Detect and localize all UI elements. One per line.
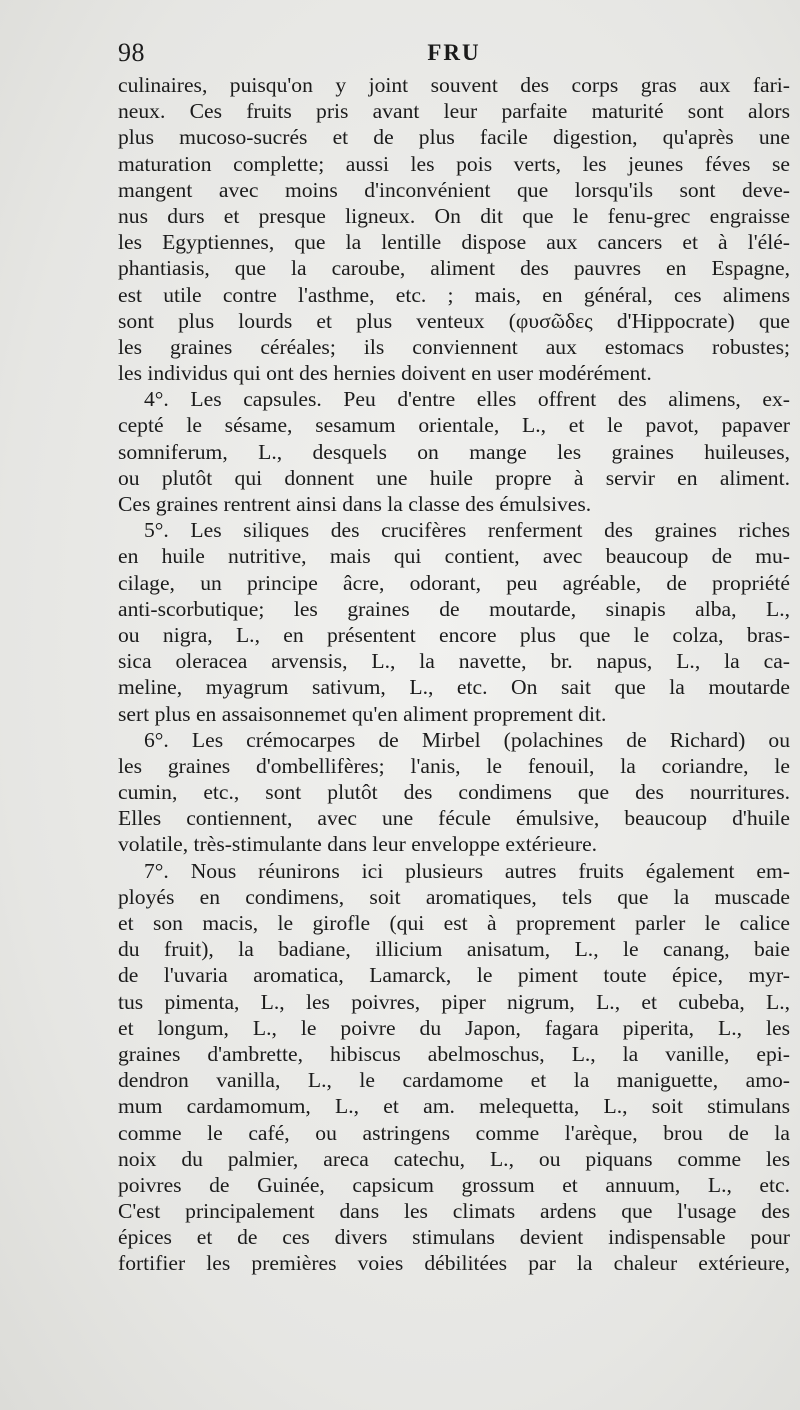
text-line: en huile nutritive, mais qui contient, avec beaucoup de mu- — [118, 544, 790, 569]
text-line: les graines d'ombellifères; l'anis, le fenouil, la coriandre, le — [118, 753, 790, 778]
text-line: comme le café, ou astringens comme l'arèque, brou de la — [118, 1120, 790, 1145]
text-line: les individus qui ont des hernies doivent en user modérément. — [118, 361, 652, 386]
text-line: et son macis, le girofle (qui est à proprement parler le calice — [118, 911, 790, 935]
text-line: anti-scorbutique; les graines de moutarde, sinapis alba, L., — [118, 596, 790, 621]
text-line: meline, myagrum sativum, L., etc. On sait que la moutarde — [118, 675, 790, 700]
text-line: poivres de Guinée, capsicum grossum et annuum, L., etc. — [118, 1172, 790, 1197]
running-head: FRU — [427, 40, 481, 65]
text-line: volatile, très-stimulante dans leur enveloppe extérieure. — [118, 832, 598, 857]
paragraph-6-start: 6°. Les crémocarpes de Mirbel (polachines de Richard) ou — [144, 727, 790, 752]
text-line: graines d'ambrette, hibiscus abelmoschus, L., la vanille, epi- — [118, 1041, 790, 1066]
page-header — [118, 38, 790, 72]
text-line: ou nigra, L., en présentent encore plus que le colza, bras- — [118, 622, 790, 647]
text-line: les graines céréales; ils conviennent aux estomacs robustes; — [118, 334, 790, 359]
text-line: et longum, L., le poivre du Japon, fagara piperita, L., les — [118, 1015, 790, 1040]
text-line: mangent avec moins d'inconvénient que lorsqu'ils sont deve- — [118, 177, 790, 202]
text-line: tus pimenta, L., les poivres, piper nigrum, L., et cubeba, L., — [118, 989, 790, 1014]
text-line: cepté le sésame, sesamum orientale, L., et le pavot, papaver — [118, 413, 790, 438]
text-line: de l'uvaria aromatica, Lamarck, le piment toute épice, myr- — [118, 963, 790, 988]
text-line: plus mucoso-sucrés et de plus facile digestion, qu'après une — [118, 125, 790, 150]
paragraph-4-start: 4°. Les capsules. Peu d'entre elles offrent des alimens, ex- — [144, 387, 790, 412]
text-line: cumin, etc., sont plutôt des condimens que des nourritures. — [118, 780, 790, 805]
text-line: Elles contiennent, avec une fécule émulsive, beaucoup d'huile — [118, 806, 790, 831]
text-line: mum cardamomum, L., et am. melequetta, L., soit stimulans — [118, 1094, 790, 1119]
text-line: neux. Ces fruits pris avant leur parfaite maturité sont alors — [118, 99, 790, 124]
text-line: épices et de ces divers stimulans devient indispensable pour — [118, 1225, 790, 1250]
text-line: les Egyptiennes, que la lentille dispose aux cancers et à l'élé- — [118, 230, 790, 255]
text-line: du fruit), la badiane, illicium anisatum, L., le canang, baie — [118, 937, 790, 962]
text-line: nus durs et presque ligneux. On dit que le fenu-grec engraisse — [118, 203, 790, 228]
text-line: culinaires, puisqu'on y joint souvent des corps gras aux fari- — [118, 73, 790, 97]
text-line: sica oleracea arvensis, L., la navette, br. napus, L., la ca- — [118, 649, 790, 674]
text-line: sert plus en assaisonnemet qu'en aliment proprement dit. — [118, 701, 607, 726]
text-line: cilage, un principe âcre, odorant, peu agréable, de propriété — [118, 570, 790, 595]
text-line: est utile contre l'asthme, etc. ; mais, en général, ces alimens — [118, 282, 790, 307]
text-line: C'est principalement dans les climats ardens que l'usage des — [118, 1199, 790, 1224]
body-text — [118, 72, 790, 1277]
paragraph-5-start: 5°. Les siliques des crucifères renferment des graines riches — [144, 518, 790, 543]
text-line: ployés en condimens, soit aromatiques, tels que la muscade — [118, 884, 790, 909]
text-line: ou plutôt qui donnent une huile propre à servir en aliment. — [118, 465, 790, 490]
text-line: phantiasis, que la caroube, aliment des pauvres en Espagne, — [118, 256, 790, 281]
text-line: maturation complette; aussi les pois verts, les jeunes féves se — [118, 151, 790, 176]
paragraph-7-start: 7°. Nous réunirons ici plusieurs autres fruits également em- — [144, 858, 790, 883]
text-line: dendron vanilla, L., le cardamome et la maniguette, amo- — [118, 1068, 790, 1093]
text-line: somniferum, L., desquels on mange les graines huileuses, — [118, 439, 790, 464]
page-number: 98 — [118, 38, 145, 67]
text-line: Ces graines rentrent ainsi dans la classe des émulsives. — [118, 492, 592, 516]
text-line: sont plus lourds et plus venteux (φυσῶδες d'Hippocrate) que — [118, 308, 790, 333]
text-line: fortifier les premières voies débilitées par la chaleur extérieure, — [118, 1251, 790, 1276]
text-line: noix du palmier, areca catechu, L., ou piquans comme les — [118, 1146, 790, 1171]
